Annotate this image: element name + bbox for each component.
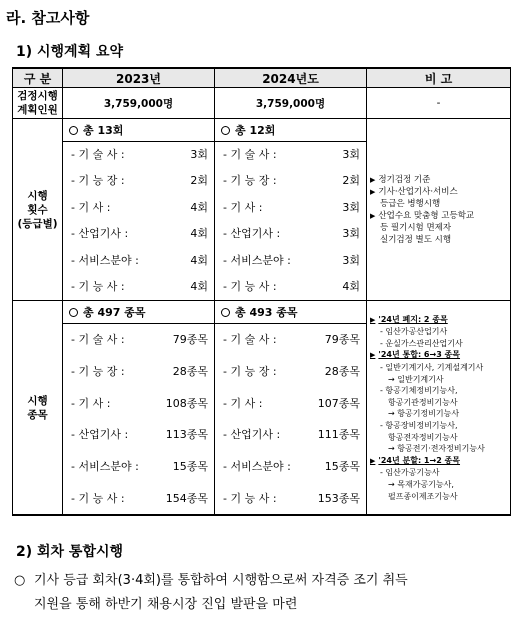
note-line: 항공전자정비기능사 [388, 432, 458, 442]
list-item: - 기 사 : 108종목 [71, 396, 208, 410]
budget-2023: 3,759,000명 [63, 88, 215, 119]
list-item: - 기 술 사 : 3회 [71, 148, 208, 161]
note-line: 등급은 병행시행 [380, 198, 441, 209]
list-item: - 기 사 : 3회 [223, 200, 360, 214]
note-line: - 일반기계기사, 기계설계기사 [380, 363, 484, 373]
section-title: 라. 참고사항 [6, 9, 90, 27]
note-line: - 운실가스관리산업기사 [380, 338, 463, 348]
note-line: → 항공전기·전자정비기능사 [388, 444, 485, 454]
note-line: ▶ 정기검정 기준 [370, 174, 431, 185]
budget-label-line1: 검정시행 [17, 90, 58, 102]
note-line: ▶ '24년 통합: 6→3 종목 [370, 350, 461, 360]
counts-label-line2: 횟수 [27, 203, 48, 216]
budget-row [13, 88, 511, 119]
triangle-bullet-icon: ▶ [370, 211, 376, 220]
items-list-2024 [215, 324, 367, 516]
triangle-bullet-icon: ▶ [370, 351, 376, 360]
list-item: - 산업기사 : 113종목 [71, 428, 208, 442]
list-item: - 기 사 : 4회 [71, 200, 208, 214]
table-header-row [13, 68, 511, 88]
note-line: - 임산가공기능사 [380, 468, 440, 478]
list-item: - 기 능 사 : 4회 [71, 279, 208, 293]
items-label-line2: 종목 [27, 408, 48, 421]
budget-label [13, 88, 63, 119]
items-notes [367, 301, 511, 516]
items-total-2024-text: 총 493 종목 [235, 306, 298, 320]
note-line: ▶ 기사·산업기사·서비스 [370, 186, 458, 197]
list-item: - 기 술 사 : 79종목 [223, 333, 360, 347]
items-head-row [13, 301, 511, 324]
budget-2024: 3,759,000명 [215, 88, 367, 119]
items-total-2023 [63, 301, 215, 324]
circle-icon [69, 308, 78, 317]
header-category: 구 분 [13, 68, 63, 88]
counts-notes [367, 119, 511, 301]
list-item: - 기 술 사 : 79종목 [71, 333, 208, 347]
note-line: - 항공기체정비기능사, [380, 386, 458, 396]
list-item: - 서비스분야 : 3회 [223, 253, 360, 267]
triangle-bullet-icon: ▶ [370, 175, 376, 184]
circle-bullet-icon: ○ [14, 573, 26, 588]
paragraph-line-2: 지원을 통해 하반기 채용시장 진입 발판을 마련 [34, 597, 298, 612]
header-2023: 2023년 [63, 68, 215, 88]
note-line: ▶ '24년 폐지: 2 종목 [370, 314, 448, 324]
header-remarks: 비 고 [367, 68, 511, 88]
counts-total-2024-text: 총 12회 [235, 124, 276, 137]
note-line: 실기검정 별도 시행 [380, 234, 452, 245]
counts-list-2023 [63, 142, 215, 301]
items-label [13, 301, 63, 516]
header-2024: 2024년도 [215, 68, 367, 88]
triangle-bullet-icon: ▶ [370, 315, 376, 324]
note-line: → 항공기정비기능사 [388, 409, 460, 419]
subsection-title-2: 2) 회차 통합시행 [16, 544, 124, 560]
note-line: - 항공장비정비기능사, [380, 421, 458, 430]
list-item: - 기 능 장 : 28종목 [223, 365, 360, 379]
paragraph-line-1: 기사 등급 회차(3·4회)를 통합하여 시행함으로써 자격증 조기 취득 [34, 573, 408, 588]
counts-label-line3: (등급별) [17, 217, 58, 230]
counts-total-2023-text: 총 13회 [83, 124, 124, 137]
list-item: - 기 능 장 : 2회 [223, 174, 360, 188]
counts-label [13, 119, 63, 301]
budget-label-line2: 계획인원 [17, 104, 58, 116]
list-item: - 기 사 : 107종목 [223, 396, 360, 410]
circle-icon [69, 126, 78, 135]
note-line: → 목재가공기능사, [388, 479, 454, 489]
list-item: - 기 술 사 : 3회 [223, 148, 360, 161]
triangle-bullet-icon: ▶ [370, 456, 376, 465]
counts-list-2024 [215, 142, 367, 301]
list-item: - 서비스분야 : 15종목 [71, 460, 208, 474]
items-total-2024 [215, 301, 367, 324]
items-label-line1: 시행 [27, 394, 48, 407]
list-item: - 서비스분야 : 4회 [71, 253, 208, 267]
circle-icon [221, 126, 230, 135]
note-line: → 일반기계기사 [388, 374, 444, 384]
counts-head-row [13, 119, 511, 142]
counts-total-2023 [63, 119, 215, 142]
list-item: - 기 능 사 : 154종목 [71, 491, 208, 505]
note-line: 등 필기시험 면제자 [380, 222, 452, 233]
note-line: 펄프종이제조기능사 [388, 491, 458, 501]
counts-total-2024 [215, 119, 367, 142]
counts-label-line1: 시행 [27, 189, 48, 202]
note-line: ▶ '24년 분할: 1→2 종목 [370, 455, 461, 465]
note-line: ▶ 산업수요 맞춤형 고등학교 [370, 210, 475, 221]
note-line: 항공기관정비기능사 [388, 397, 458, 407]
list-item: - 산업기사 : 4회 [71, 227, 208, 241]
note-line: - 임산가공산업기사 [380, 327, 448, 337]
list-item: - 산업기사 : 3회 [223, 227, 360, 241]
paragraph [14, 569, 510, 617]
triangle-bullet-icon: ▶ [370, 187, 376, 196]
items-total-2023-text: 총 497 종목 [83, 306, 146, 320]
list-item: - 서비스분야 : 15종목 [223, 460, 360, 474]
plan-summary-table [12, 67, 511, 516]
budget-note: - [367, 88, 511, 119]
list-item: - 기 능 사 : 153종목 [223, 491, 360, 505]
list-item: - 기 능 사 : 4회 [223, 279, 360, 293]
items-list-2023 [63, 324, 215, 516]
subsection-title-1: 1) 시행계획 요약 [16, 44, 124, 60]
list-item: - 기 능 장 : 2회 [71, 174, 208, 188]
list-item: - 기 능 장 : 28종목 [71, 365, 208, 379]
list-item: - 산업기사 : 111종목 [223, 428, 360, 442]
circle-icon [221, 308, 230, 317]
